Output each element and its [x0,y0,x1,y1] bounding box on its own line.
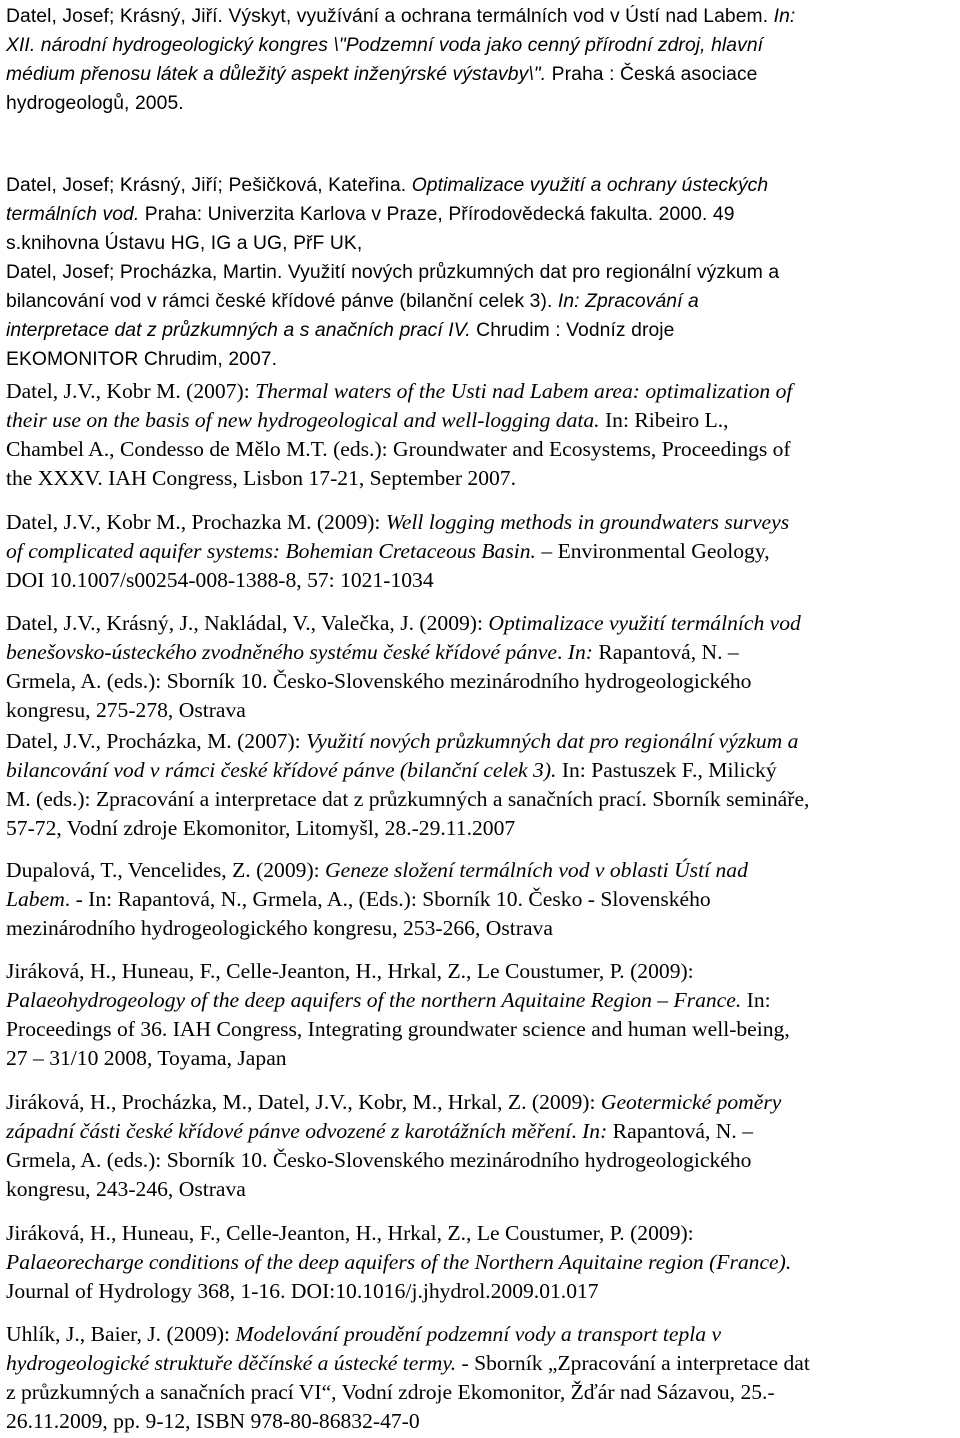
reference-line: Proceedings of 36. IAH Congress, Integrating groundwater science and human well-being, [6,1017,790,1041]
reference-line: Datel, Josef; Krásný, Jiří. Výskyt, využívání a ochrana termálních vod v Ústí nad Labem. In: [6,6,796,27]
reference-entry [6,258,954,374]
reference-line: kongresu, 275-278, Ostrava [6,698,246,722]
reference-line: Grmela, A. (eds.): Sborník 10. Česko-Slovenského mezinárodního hydrogeologického [6,669,752,693]
reference-entry [6,1320,954,1436]
reference-line: their use on the basis of new hydrogeological and well-logging data. In: Ribeiro L., [6,408,729,432]
reference-line: Palaeorecharge conditions of the deep aquifers of the Northern Aquitaine region (France). [6,1250,792,1274]
reference-entry [6,2,954,118]
reference-entry [6,856,954,943]
reference-line: kongresu, 243-246, Ostrava [6,1177,246,1201]
reference-line: Uhlík, J., Baier, J. (2009): Modelování proudění podzemní vody a transport tepla v [6,1322,722,1346]
reference-line: of complicated aquifer systems: Bohemian Cretaceous Basin. – Environmental Geology, [6,539,770,563]
reference-line: Jiráková, H., Procházka, M., Datel, J.V., Kobr, M., Hrkal, Z. (2009): Geotermické poměry [6,1090,782,1114]
reference-entry [6,609,954,725]
reference-line: Dupalová, T., Vencelides, Z. (2009): Geneze složení termálních vod v oblasti Ústí nad [6,858,748,882]
reference-line: Jiráková, H., Huneau, F., Celle-Jeanton, H., Hrkal, Z., Le Coustumer, P. (2009): [6,1221,694,1245]
reference-line: 27 – 31/10 2008, Toyama, Japan [6,1046,287,1070]
reference-line: Jiráková, H., Huneau, F., Celle-Jeanton, H., Hrkal, Z., Le Coustumer, P. (2009): [6,959,694,983]
reference-entry [6,171,954,258]
reference-line: Datel, Josef; Krásný, Jiří; Pešičková, Kateřina. Optimalizace využití a ochrany ústeckých [6,175,769,196]
reference-line: Journal of Hydrology 368, 1-16. DOI:10.1016/j.jhydrol.2009.01.017 [6,1279,599,1303]
reference-line: Datel, J.V., Procházka, M. (2007): Využití nových průzkumných dat pro regionální výzkum a [6,729,799,753]
reference-line: s.knihovna Ústavu HG, IG a UG, PřF UK, [6,233,363,254]
reference-line: EKOMONITOR Chrudim, 2007. [6,349,278,370]
reference-line: Labem. - In: Rapantová, N., Grmela, A., (Eds.): Sborník 10. Česko - Slovenského [6,887,711,911]
reference-line: hydrogeologické struktuře děčínské a ústecké termy. - Sborník „Zpracování a interpretace dat [6,1351,810,1375]
reference-entry [6,727,954,843]
reference-line: DOI 10.1007/s00254-008-1388-8, 57: 1021-1034 [6,568,434,592]
reference-line: hydrogeologů, 2005. [6,93,184,114]
reference-line: M. (eds.): Zpracování a interpretace dat z průzkumných a sanačních prací. Sborník semináře, [6,787,810,811]
reference-line: Grmela, A. (eds.): Sborník 10. Česko-Slovenského mezinárodního hydrogeologického [6,1148,752,1172]
reference-line: Chambel A., Condesso de Mělo M.T. (eds.): Groundwater and Ecosystems, Proceedings of [6,437,791,461]
reference-line: médium přenosu látek a důležitý aspekt inženýrské výstavby\". Praha : Česká asociace [6,64,758,85]
reference-line: Datel, Josef; Procházka, Martin. Využití nových průzkumných dat pro regionální výzkum a [6,262,780,283]
reference-line: Datel, J.V., Kobr M., Prochazka M. (2009): Well logging methods in groundwaters surveys [6,510,790,534]
reference-line: Datel, J.V., Krásný, J., Nakládal, V., Valečka, J. (2009): Optimalizace využití termálních vod [6,611,801,635]
reference-entry [6,1088,954,1204]
reference-line: západní části české křídové pánve odvozené z karotážních měření. In: Rapantová, N. – [6,1119,753,1143]
reference-line: bilancování vod v rámci české křídové pánve (bilanční celek 3). In: Pastuszek F., Milický [6,758,777,782]
reference-entry [6,957,954,1073]
reference-line: Datel, J.V., Kobr M. (2007): Thermal waters of the Usti nad Labem area: optimalization of [6,379,793,403]
reference-entry [6,377,954,493]
reference-line: XII. národní hydrogeologický kongres \"Podzemní voda jako cenný přírodní zdroj, hlavní [6,35,764,56]
reference-line: 57-72, Vodní zdroje Ekomonitor, Litomyšl, 28.-29.11.2007 [6,816,516,840]
reference-line: mezinárodního hydrogeologického kongresu, 253-266, Ostrava [6,916,553,940]
reference-entry [6,1219,954,1306]
reference-line: z průzkumných a sanačních prací VI“, Vodní zdroje Ekomonitor, Žďár nad Sázavou, 25.- [6,1380,775,1404]
reference-line: 26.11.2009, pp. 9-12, ISBN 978-80-86832-47-0 [6,1409,420,1433]
reference-line: the XXXV. IAH Congress, Lisbon 17-21, September 2007. [6,466,517,490]
reference-line: Palaeohydrogeology of the deep aquifers of the northern Aquitaine Region – France. In: [6,988,771,1012]
reference-line: termálních vod. Praha: Univerzita Karlova v Praze, Přírodovědecká fakulta. 2000. 49 [6,204,735,225]
reference-entry [6,508,954,595]
reference-line: bilancování vod v rámci české křídové pánve (bilanční celek 3). In: Zpracování a [6,291,699,312]
reference-line: interpretace dat z průzkumných a s anačních prací IV. Chrudim : Vodníz droje [6,320,675,341]
reference-line: benešovsko-ústeckého zvodněného systému české křídové pánve. In: Rapantová, N. – [6,640,739,664]
